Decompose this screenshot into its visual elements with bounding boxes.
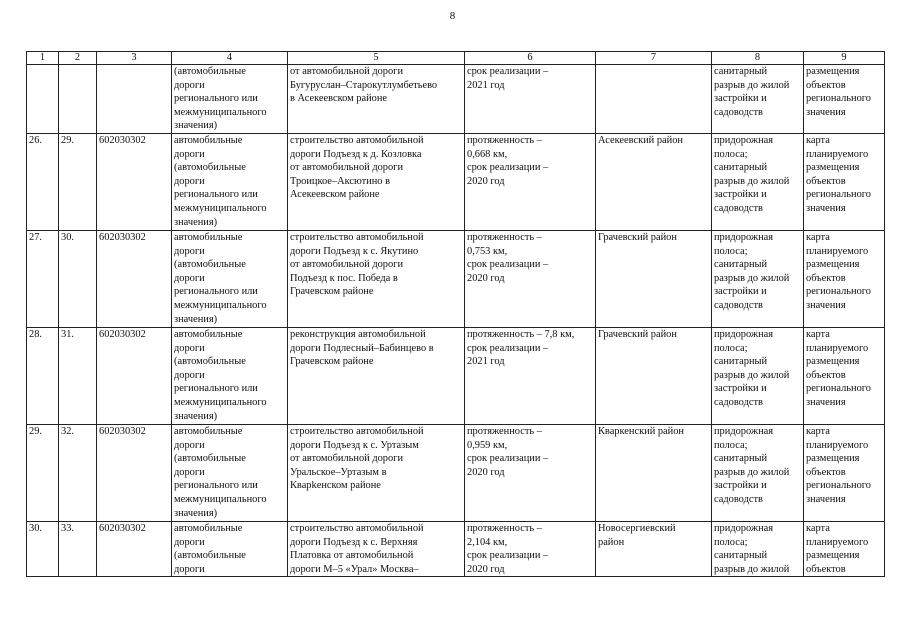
row-number-cell: 27.	[27, 230, 59, 327]
item-number-cell	[59, 65, 97, 134]
item-number-cell: 31.	[59, 327, 97, 424]
zone-cell: придорожная полоса; санитарный разрыв до жилой застройки и садоводств	[712, 133, 804, 230]
object-name-cell: строительство автомобильной дороги Подъезд к с. Уртазым от автомобильной дороги Уральское–Уртазым в Кварkенском районе	[288, 424, 465, 521]
item-number-cell: 29.	[59, 133, 97, 230]
column-header: 6	[465, 52, 596, 65]
column-header: 8	[712, 52, 804, 65]
row-number-cell: 28.	[27, 327, 59, 424]
zone-cell: придорожная полоса; санитарный разрыв до жилой застройки и садоводств	[712, 230, 804, 327]
characteristics-cell: протяженность – 0,753 км, срок реализации – 2020 год	[465, 230, 596, 327]
location-cell: Грачевский район	[596, 327, 712, 424]
table-row	[27, 133, 885, 230]
table-row	[27, 521, 885, 576]
map-cell: карта планируемого размещения объектов регионального значения	[804, 133, 885, 230]
page-number: 8	[449, 10, 456, 22]
object-name-cell: от автомобильной дороги Бугуруслан–Старокутлумбетьево в Асекеевском районе	[288, 65, 465, 134]
document-table	[26, 51, 885, 577]
map-cell: размещения объектов регионального значения	[804, 65, 885, 134]
code-cell: 602030302	[97, 230, 172, 327]
characteristics-cell: протяженность – 0,959 км, срок реализации – 2020 год	[465, 424, 596, 521]
table-row	[27, 424, 885, 521]
object-type-cell: (автомобильные дороги регионального или межмуниципального значения)	[172, 65, 288, 134]
map-cell: карта планируемого размещения объектов регионального значения	[804, 424, 885, 521]
column-header: 1	[27, 52, 59, 65]
object-name-cell: строительство автомобильной дороги Подъезд к с. Верхняя Платовка от автомобильной дороги М–5 «Урал» Москва–	[288, 521, 465, 576]
row-number-cell: 30.	[27, 521, 59, 576]
table-row	[27, 65, 885, 134]
code-cell: 602030302	[97, 133, 172, 230]
location-cell: Новосергиевский район	[596, 521, 712, 576]
zone-cell: придорожная полоса; санитарный разрыв до жилой застройки и садоводств	[712, 327, 804, 424]
column-header: 5	[288, 52, 465, 65]
code-cell: 602030302	[97, 327, 172, 424]
column-header: 9	[804, 52, 885, 65]
characteristics-cell: протяженность – 0,668 км, срок реализации – 2020 год	[465, 133, 596, 230]
map-cell: карта планируемого размещения объектов регионального значения	[804, 327, 885, 424]
row-number-cell: 29.	[27, 424, 59, 521]
row-number-cell: 26.	[27, 133, 59, 230]
object-name-cell: строительство автомобильной дороги Подъезд к с. Якутино от автомобильной дороги Подъезд к пос. Победа в Грачевском районе	[288, 230, 465, 327]
row-number-cell	[27, 65, 59, 134]
object-type-cell: автомобильные дороги (автомобильные дороги регионального или межмуниципального значения)	[172, 230, 288, 327]
code-cell: 602030302	[97, 521, 172, 576]
code-cell	[97, 65, 172, 134]
item-number-cell: 33.	[59, 521, 97, 576]
column-header: 4	[172, 52, 288, 65]
zone-cell: придорожная полоса; санитарный разрыв до жилой застройки и садоводств	[712, 424, 804, 521]
location-cell: Грачевский район	[596, 230, 712, 327]
characteristics-cell: протяженность – 7,8 км, срок реализации – 2021 год	[465, 327, 596, 424]
zone-cell: придорожная полоса; санитарный разрыв до жилой	[712, 521, 804, 576]
object-type-cell: автомобильные дороги (автомобильные дороги регионального или межмуниципального значения)	[172, 327, 288, 424]
object-name-cell: строительство автомобильной дороги Подъезд к д. Козловка от автомобильной дороги Троицкое–Аксютино в Асекеевском районе	[288, 133, 465, 230]
column-header: 3	[97, 52, 172, 65]
object-type-cell: автомобильные дороги (автомобильные дороги регионального или межмуниципального значения)	[172, 424, 288, 521]
table-row	[27, 327, 885, 424]
object-name-cell: реконструкция автомобильной дороги Подлесный–Бабинцево в Грачевском районе	[288, 327, 465, 424]
item-number-cell: 30.	[59, 230, 97, 327]
column-header: 2	[59, 52, 97, 65]
characteristics-cell: срок реализации – 2021 год	[465, 65, 596, 134]
item-number-cell: 32.	[59, 424, 97, 521]
code-cell: 602030302	[97, 424, 172, 521]
column-header: 7	[596, 52, 712, 65]
table-row	[27, 230, 885, 327]
location-cell	[596, 65, 712, 134]
object-type-cell: автомобильные дороги (автомобильные дороги	[172, 521, 288, 576]
column-number-header-row	[27, 52, 885, 65]
location-cell: Асекеевский район	[596, 133, 712, 230]
location-cell: Кваркенский район	[596, 424, 712, 521]
zone-cell: санитарный разрыв до жилой застройки и садоводств	[712, 65, 804, 134]
map-cell: карта планируемого размещения объектов регионального значения	[804, 230, 885, 327]
characteristics-cell: протяженность – 2,104 км, срок реализации – 2020 год	[465, 521, 596, 576]
map-cell: карта планируемого размещения объектов	[804, 521, 885, 576]
object-type-cell: автомобильные дороги (автомобильные дороги регионального или межмуниципального значения)	[172, 133, 288, 230]
